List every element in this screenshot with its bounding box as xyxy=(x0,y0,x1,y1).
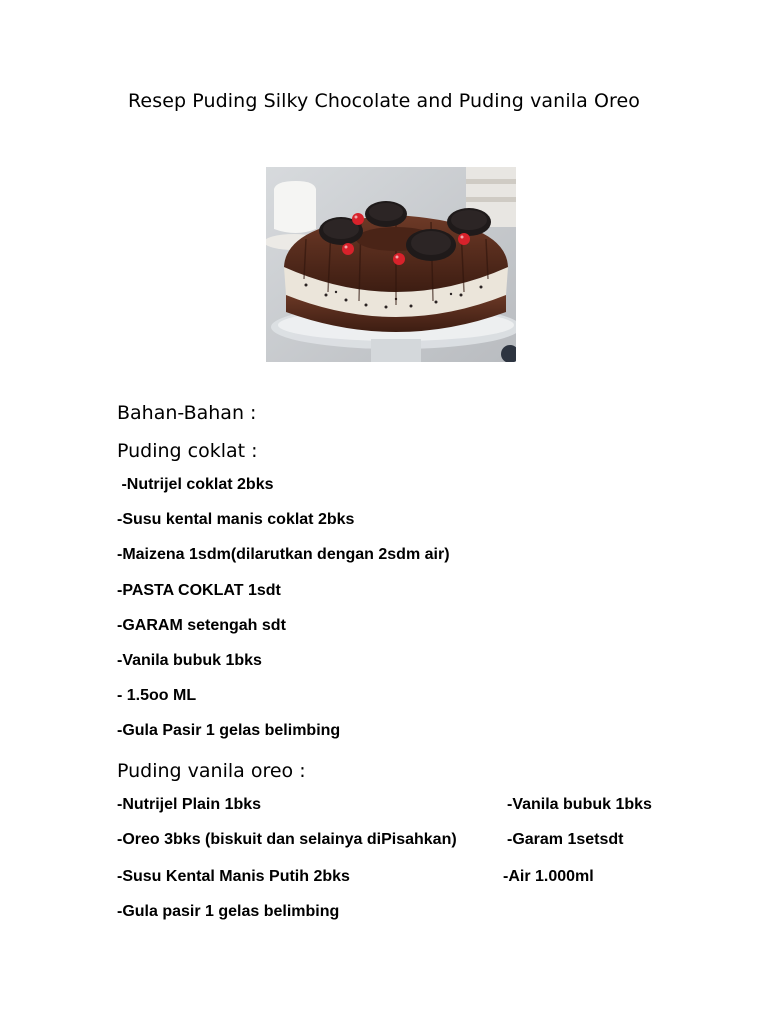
coklat-item: -Maizena 1sdm(dilarutkan dengan 2sdm air) xyxy=(117,546,450,563)
coklat-item: -GARAM setengah sdt xyxy=(117,617,286,634)
coklat-item: -Gula Pasir 1 gelas belimbing xyxy=(117,722,341,739)
heading-bahan: Bahan-Bahan : xyxy=(117,402,257,424)
vanila-item-right: -Air 1.000ml xyxy=(503,868,594,885)
vanila-item: -Susu Kental Manis Putih 2bks xyxy=(117,868,350,885)
vanila-item: -Gula pasir 1 gelas belimbing xyxy=(117,903,340,920)
heading-puding-coklat: Puding coklat : xyxy=(117,440,258,462)
document-title: Resep Puding Silky Chocolate and Puding vanila Oreo xyxy=(127,90,641,112)
vanila-item: -Oreo 3bks (biskuit dan selainya diPisahkan) xyxy=(117,831,457,848)
coklat-item: -Vanila bubuk 1bks xyxy=(117,652,262,669)
pudding-image xyxy=(266,167,516,362)
pudding-photo xyxy=(266,167,516,362)
vanila-item-right: -Vanila bubuk 1bks xyxy=(507,796,652,813)
coklat-item: -Susu kental manis coklat 2bks xyxy=(117,511,355,528)
coklat-item: - 1.5oo ML xyxy=(117,687,197,704)
vanila-item: -Nutrijel Plain 1bks xyxy=(117,796,262,813)
coklat-item: -PASTA COKLAT 1sdt xyxy=(117,582,281,599)
coklat-item: -Nutrijel coklat 2bks xyxy=(117,476,274,493)
vanila-item-right: -Garam 1setsdt xyxy=(507,831,624,848)
heading-puding-vanila-oreo: Puding vanila oreo : xyxy=(117,760,306,782)
